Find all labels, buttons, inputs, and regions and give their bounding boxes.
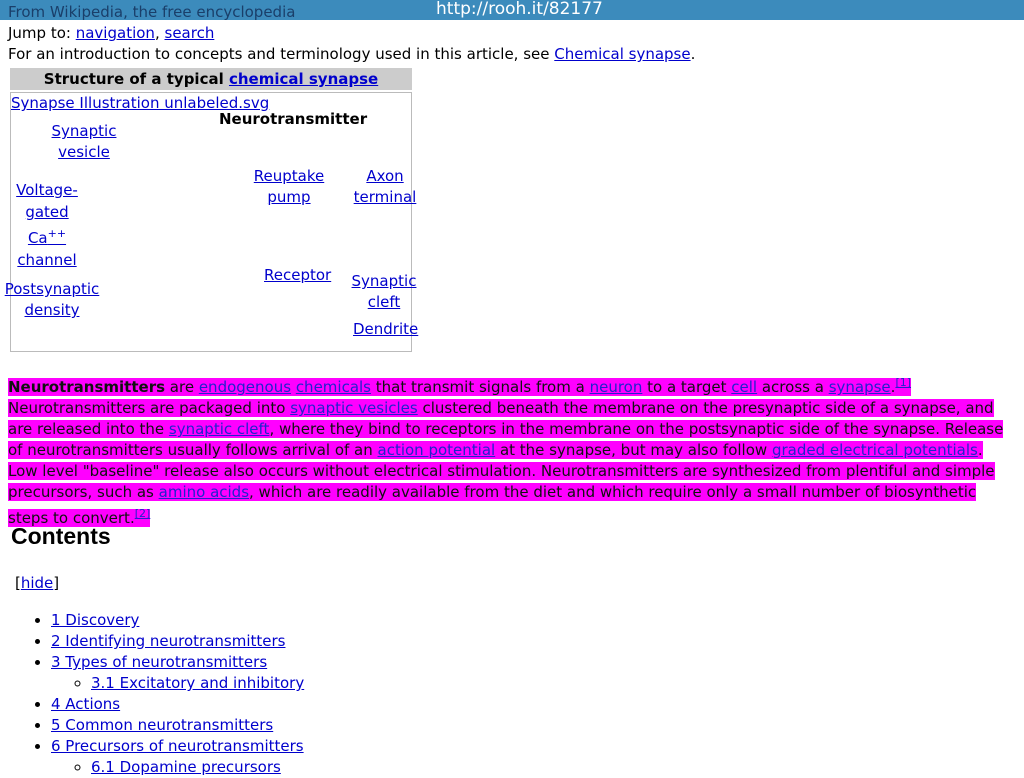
jump-navigation-link[interactable]: navigation [75,24,155,42]
label-voltage-gated-channel[interactable]: Voltage- gated Ca++ channel [16,181,78,269]
link-cell[interactable]: cell [731,378,758,396]
list-item [91,673,304,694]
toc-link-identifying[interactable]: 2 Identifying neurotransmitters [51,632,286,650]
list-item [51,715,304,736]
toc-link-types[interactable]: 3 Types of neurotransmitters [51,653,268,671]
label-synaptic-cleft[interactable]: Synaptic cleft [351,272,417,311]
link-neuron[interactable]: neuron [589,378,643,396]
infobox-image-link[interactable]: Synapse Illustration unlabeled.svg [11,94,270,112]
link-amino-acids[interactable]: amino acids [158,483,250,501]
table-of-contents [30,610,304,778]
link-synaptic-vesicles[interactable]: synaptic vesicles [290,399,418,417]
toc-hide-link[interactable]: hide [20,574,54,592]
label-receptor[interactable]: Receptor [264,266,332,284]
list-item [51,694,304,715]
link-synaptic-cleft[interactable]: synaptic cleft [168,420,270,438]
toc-link-discovery[interactable]: 1 Discovery [51,611,140,629]
highlighted-text: Neurotransmitters are endogenous chemicals that transmit signals from a neuron to a target cell across a synapse.[1] Neurotransmitters are packaged into synaptic vesicles clustered beneath the membrane on the presynaptic side of a synapse, and are released into the synaptic cleft, where they bind to receptors in the membrane on the postsynaptic side of the synapse. Release of neurotransmitters usually follows arrival of an action potential at the synapse, but may also follow graded electrical potentials. Low level "baseline" release also occurs without electrical stimulation. Neurotransmitters are synthesized from plentiful and simple precursors, such as amino acids, which are readily available from the diet and which require only a small number of biosynthetic steps to convert.[2] [8,376,1004,527]
infobox-caption: Structure of a typical chemical synapse [10,68,412,90]
link-graded-potentials[interactable]: graded electrical potentials [771,441,978,459]
list-item [51,631,304,652]
lead-paragraph [8,372,1016,529]
hatnote-chemical-synapse-link[interactable]: Chemical synapse [554,45,691,63]
reference-1[interactable]: [1] [895,376,912,389]
jump-to-label: Jump to: [8,24,71,42]
toc-toggle: [hide] [15,574,60,592]
jump-search-link[interactable]: search [164,24,215,42]
article-subject: Neurotransmitters [8,378,166,396]
hatnote: For an introduction to concepts and terminology used in this article, see Chemical synapse. [8,45,696,63]
link-synapse[interactable]: synapse [828,378,891,396]
site-tagline: From Wikipedia, the free encyclopedia [8,3,296,21]
list-item [51,610,304,631]
jump-to-bar: Jump to: navigation, search [8,24,215,42]
infobox-chemical-synapse-link[interactable]: chemical synapse [228,70,379,88]
label-reuptake-pump[interactable]: Reuptake pump [253,167,325,206]
toc-link-common[interactable]: 5 Common neurotransmitters [51,716,274,734]
list-item [51,652,304,694]
label-neurotransmitter: Neurotransmitter [219,110,368,128]
contents-heading: Contents [11,523,111,549]
toc-link-precursors[interactable]: 6 Precursors of neurotransmitters [51,737,304,755]
label-axon-terminal[interactable]: Axon terminal [353,167,417,206]
list-item [51,736,304,778]
short-url[interactable]: http://rooh.it/82177 [436,0,603,19]
reference-2[interactable]: [2] [134,507,151,520]
toc-link-actions[interactable]: 4 Actions [51,695,121,713]
toc-link-dopamine[interactable]: 6.1 Dopamine precursors [91,758,281,776]
label-postsynaptic-density[interactable]: Postsynaptic density [4,280,100,319]
toc-link-excitatory[interactable]: 3.1 Excitatory and inhibitory [91,674,305,692]
link-action-potential[interactable]: action potential [377,441,496,459]
label-dendrite[interactable]: Dendrite [353,320,419,338]
label-synaptic-vesicle[interactable]: Synaptic vesicle [51,122,117,161]
link-endogenous[interactable]: endogenous [198,378,292,396]
link-chemicals[interactable]: chemicals [295,378,371,396]
